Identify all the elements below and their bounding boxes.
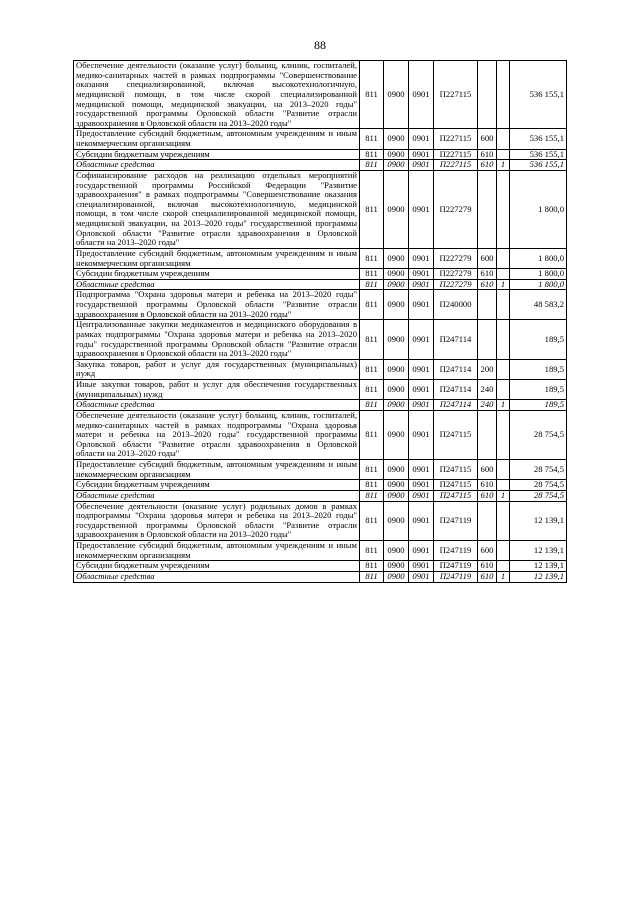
amount-cell: 28 754,5 [510, 490, 567, 501]
funding-source-code-cell: 1 [497, 490, 510, 501]
expense-type-code-cell: 610 [478, 571, 497, 582]
row-name-cell: Предоставление субсидий бюджетным, автономным учреждениям и иным некоммерческим организациям [74, 129, 360, 149]
target-article-code-cell: П247119 [434, 541, 478, 561]
funding-source-code-cell [497, 149, 510, 160]
table-row [74, 480, 567, 491]
amount-cell: 12 139,1 [510, 561, 567, 572]
section-code-cell: 0900 [384, 248, 409, 268]
funding-source-code-cell [497, 269, 510, 280]
table-row [74, 269, 567, 280]
subsection-code-cell: 0901 [409, 359, 434, 379]
funding-source-code-cell [497, 359, 510, 379]
row-name-cell: Обеспечение деятельности (оказание услуг) больниц, клиник, госпиталей, медико-санитарных частей в рамках подпрограммы "Охрана здоровья матери и ребенка на 2013–2020 годы" государственной программы Орловской области "Развитие отрасли здравоохранения в Орловской области на 2013–2020 годы" [74, 410, 360, 459]
section-code-cell: 0900 [384, 480, 409, 491]
subsection-code-cell: 0901 [409, 380, 434, 400]
amount-cell: 1 800,0 [510, 170, 567, 248]
amount-cell: 536 155,1 [510, 61, 567, 129]
section-code-cell: 0900 [384, 149, 409, 160]
funding-source-code-cell [497, 480, 510, 491]
ministry-code-cell: 811 [360, 561, 384, 572]
expense-type-code-cell [478, 170, 497, 248]
funding-source-code-cell: 1 [497, 279, 510, 290]
expense-type-code-cell: 600 [478, 129, 497, 149]
target-article-code-cell: П247119 [434, 561, 478, 572]
section-code-cell: 0900 [384, 129, 409, 149]
target-article-code-cell: П247115 [434, 480, 478, 491]
funding-source-code-cell [497, 129, 510, 149]
section-code-cell: 0900 [384, 561, 409, 572]
subsection-code-cell: 0901 [409, 248, 434, 268]
target-article-code-cell: П227115 [434, 61, 478, 129]
subsection-code-cell: 0901 [409, 541, 434, 561]
target-article-code-cell: П247115 [434, 410, 478, 459]
subsection-code-cell: 0901 [409, 490, 434, 501]
funding-source-code-cell [497, 561, 510, 572]
row-name-cell: Предоставление субсидий бюджетным, автономным учреждениям и иным некоммерческим организациям [74, 460, 360, 480]
amount-cell: 12 139,1 [510, 571, 567, 582]
target-article-code-cell: П247119 [434, 571, 478, 582]
subsection-code-cell: 0901 [409, 400, 434, 411]
row-name-cell: Субсидии бюджетным учреждениям [74, 269, 360, 280]
row-name-cell: Областные средства [74, 571, 360, 582]
funding-source-code-cell [497, 290, 510, 320]
target-article-code-cell: П247115 [434, 490, 478, 501]
funding-source-code-cell: 1 [497, 400, 510, 411]
amount-cell: 536 155,1 [510, 149, 567, 160]
table-row [74, 501, 567, 541]
amount-cell: 12 139,1 [510, 501, 567, 541]
target-article-code-cell: П227279 [434, 269, 478, 280]
section-code-cell: 0900 [384, 541, 409, 561]
row-name-cell: Обеспечение деятельности (оказание услуг) больниц, клиник, госпиталей, медико-санитарных частей в рамках подпрограммы "Совершенствование оказания специализированной, включая высокотехнологичную, медицинской помощи, в том числе скорой специализированной медицинской помощи, медицинской эвакуации, на 2013–2020 годы" государственной программы Орловской области "Развитие отрасли здравоохранения в Орловской области на 2013–2020 годы" [74, 61, 360, 129]
table-row [74, 460, 567, 480]
expense-type-code-cell [478, 290, 497, 320]
amount-cell: 1 800,0 [510, 279, 567, 290]
table-row [74, 541, 567, 561]
ministry-code-cell: 811 [360, 149, 384, 160]
target-article-code-cell: П247115 [434, 460, 478, 480]
target-article-code-cell: П227115 [434, 129, 478, 149]
ministry-code-cell: 811 [360, 160, 384, 171]
section-code-cell: 0900 [384, 359, 409, 379]
section-code-cell: 0900 [384, 160, 409, 171]
expense-type-code-cell: 610 [478, 160, 497, 171]
subsection-code-cell: 0901 [409, 571, 434, 582]
amount-cell: 189,5 [510, 320, 567, 360]
row-name-cell: Субсидии бюджетным учреждениям [74, 561, 360, 572]
ministry-code-cell: 811 [360, 129, 384, 149]
ministry-code-cell: 811 [360, 400, 384, 411]
table-row [74, 61, 567, 129]
subsection-code-cell: 0901 [409, 279, 434, 290]
subsection-code-cell: 0901 [409, 129, 434, 149]
table-row [74, 149, 567, 160]
table-row [74, 400, 567, 411]
table-row [74, 410, 567, 459]
target-article-code-cell: П227279 [434, 279, 478, 290]
target-article-code-cell: П247114 [434, 380, 478, 400]
subsection-code-cell: 0901 [409, 269, 434, 280]
amount-cell: 536 155,1 [510, 160, 567, 171]
funding-source-code-cell [497, 501, 510, 541]
ministry-code-cell: 811 [360, 380, 384, 400]
ministry-code-cell: 811 [360, 170, 384, 248]
expense-type-code-cell: 610 [478, 269, 497, 280]
subsection-code-cell: 0901 [409, 290, 434, 320]
funding-source-code-cell: 1 [497, 571, 510, 582]
subsection-code-cell: 0901 [409, 320, 434, 360]
table-row [74, 380, 567, 400]
subsection-code-cell: 0901 [409, 561, 434, 572]
expense-type-code-cell: 610 [478, 279, 497, 290]
ministry-code-cell: 811 [360, 359, 384, 379]
table-row [74, 160, 567, 171]
amount-cell: 28 754,5 [510, 460, 567, 480]
row-name-cell: Софинансирование расходов на реализацию отдельных мероприятий государственной программы Российской Федерации "Развитие здравоохранения" в рамках подпрограммы "Совершенствование оказания специализированной, включая высокотехнологичную, медицинской помощи, в том числе скорой специализированной медицинской помощи, медицинской эвакуации, на 2013–2020 годы" государственной программы Орловской области "Развитие отрасли здравоохранения в Орловской области на 2013–2020 годы" [74, 170, 360, 248]
expense-type-code-cell: 240 [478, 380, 497, 400]
amount-cell: 28 754,5 [510, 410, 567, 459]
amount-cell: 28 754,5 [510, 480, 567, 491]
section-code-cell: 0900 [384, 501, 409, 541]
table-row [74, 129, 567, 149]
section-code-cell: 0900 [384, 410, 409, 459]
row-name-cell: Областные средства [74, 490, 360, 501]
ministry-code-cell: 811 [360, 460, 384, 480]
section-code-cell: 0900 [384, 490, 409, 501]
expense-type-code-cell: 600 [478, 541, 497, 561]
table-row [74, 490, 567, 501]
target-article-code-cell: П240000 [434, 290, 478, 320]
expense-type-code-cell: 610 [478, 490, 497, 501]
subsection-code-cell: 0901 [409, 160, 434, 171]
expense-type-code-cell: 240 [478, 400, 497, 411]
ministry-code-cell: 811 [360, 61, 384, 129]
page-number: 88 [314, 38, 326, 52]
ministry-code-cell: 811 [360, 279, 384, 290]
table-row [74, 170, 567, 248]
section-code-cell: 0900 [384, 290, 409, 320]
section-code-cell: 0900 [384, 61, 409, 129]
row-name-cell: Обеспечение деятельности (оказание услуг) родильных домов в рамках подпрограммы "Охрана здоровья матери и ребенка на 2013–2020 годы" государственной программы Орловской области "Развитие отрасли здравоохранения в Орловской области на 2013–2020 годы" [74, 501, 360, 541]
budget-table-body [74, 61, 567, 583]
amount-cell: 1 800,0 [510, 269, 567, 280]
target-article-code-cell: П227115 [434, 160, 478, 171]
row-name-cell: Предоставление субсидий бюджетным, автономным учреждениям и иным некоммерческим организациям [74, 541, 360, 561]
budget-table [73, 60, 567, 583]
amount-cell: 189,5 [510, 400, 567, 411]
expense-type-code-cell [478, 501, 497, 541]
ministry-code-cell: 811 [360, 571, 384, 582]
subsection-code-cell: 0901 [409, 501, 434, 541]
expense-type-code-cell: 610 [478, 561, 497, 572]
table-row [74, 561, 567, 572]
table-row [74, 248, 567, 268]
target-article-code-cell: П247114 [434, 359, 478, 379]
amount-cell: 1 800,0 [510, 248, 567, 268]
table-row [74, 320, 567, 360]
subsection-code-cell: 0901 [409, 61, 434, 129]
section-code-cell: 0900 [384, 279, 409, 290]
target-article-code-cell: П227279 [434, 170, 478, 248]
section-code-cell: 0900 [384, 460, 409, 480]
section-code-cell: 0900 [384, 380, 409, 400]
ministry-code-cell: 811 [360, 248, 384, 268]
ministry-code-cell: 811 [360, 320, 384, 360]
expense-type-code-cell: 610 [478, 149, 497, 160]
funding-source-code-cell: 1 [497, 160, 510, 171]
funding-source-code-cell [497, 170, 510, 248]
section-code-cell: 0900 [384, 571, 409, 582]
row-name-cell: Иные закупки товаров, работ и услуг для обеспечения государственных (муниципальных) нужд [74, 380, 360, 400]
ministry-code-cell: 811 [360, 490, 384, 501]
row-name-cell: Субсидии бюджетным учреждениям [74, 480, 360, 491]
row-name-cell: Закупка товаров, работ и услуг для государственных (муниципальных) нужд [74, 359, 360, 379]
expense-type-code-cell [478, 320, 497, 360]
amount-cell: 189,5 [510, 380, 567, 400]
ministry-code-cell: 811 [360, 501, 384, 541]
funding-source-code-cell [497, 410, 510, 459]
row-name-cell: Централизованные закупки медикаментов и медицинского оборудования в рамках подпрограммы "Охрана здоровья матери и ребенка на 2013–2020 годы" государственной программы Орловской области "Развитие отрасли здравоохранения в Орловской области на 2013–2020 годы" [74, 320, 360, 360]
ministry-code-cell: 811 [360, 269, 384, 280]
amount-cell: 189,5 [510, 359, 567, 379]
funding-source-code-cell [497, 61, 510, 129]
funding-source-code-cell [497, 460, 510, 480]
funding-source-code-cell [497, 541, 510, 561]
expense-type-code-cell [478, 410, 497, 459]
subsection-code-cell: 0901 [409, 460, 434, 480]
section-code-cell: 0900 [384, 400, 409, 411]
row-name-cell: Предоставление субсидий бюджетным, автономным учреждениям и иным некоммерческим организациям [74, 248, 360, 268]
expense-type-code-cell: 600 [478, 248, 497, 268]
section-code-cell: 0900 [384, 170, 409, 248]
row-name-cell: Областные средства [74, 400, 360, 411]
subsection-code-cell: 0901 [409, 170, 434, 248]
subsection-code-cell: 0901 [409, 410, 434, 459]
ministry-code-cell: 811 [360, 541, 384, 561]
amount-cell: 12 139,1 [510, 541, 567, 561]
row-name-cell: Областные средства [74, 160, 360, 171]
section-code-cell: 0900 [384, 269, 409, 280]
expense-type-code-cell: 200 [478, 359, 497, 379]
target-article-code-cell: П227115 [434, 149, 478, 160]
row-name-cell: Подпрограмма "Охрана здоровья матери и ребенка на 2013–2020 годы" государственной программы Орловской области "Развитие отрасли здравоохранения в Орловской области на 2013–2020 годы" [74, 290, 360, 320]
funding-source-code-cell [497, 248, 510, 268]
table-row [74, 279, 567, 290]
table-row [74, 359, 567, 379]
target-article-code-cell: П247114 [434, 320, 478, 360]
table-row [74, 571, 567, 582]
target-article-code-cell: П227279 [434, 248, 478, 268]
ministry-code-cell: 811 [360, 410, 384, 459]
expense-type-code-cell: 600 [478, 460, 497, 480]
amount-cell: 536 155,1 [510, 129, 567, 149]
amount-cell: 48 583,2 [510, 290, 567, 320]
row-name-cell: Областные средства [74, 279, 360, 290]
funding-source-code-cell [497, 320, 510, 360]
target-article-code-cell: П247119 [434, 501, 478, 541]
subsection-code-cell: 0901 [409, 480, 434, 491]
target-article-code-cell: П247114 [434, 400, 478, 411]
ministry-code-cell: 811 [360, 290, 384, 320]
funding-source-code-cell [497, 380, 510, 400]
section-code-cell: 0900 [384, 320, 409, 360]
table-row [74, 290, 567, 320]
expense-type-code-cell: 610 [478, 480, 497, 491]
row-name-cell: Субсидии бюджетным учреждениям [74, 149, 360, 160]
expense-type-code-cell [478, 61, 497, 129]
ministry-code-cell: 811 [360, 480, 384, 491]
subsection-code-cell: 0901 [409, 149, 434, 160]
